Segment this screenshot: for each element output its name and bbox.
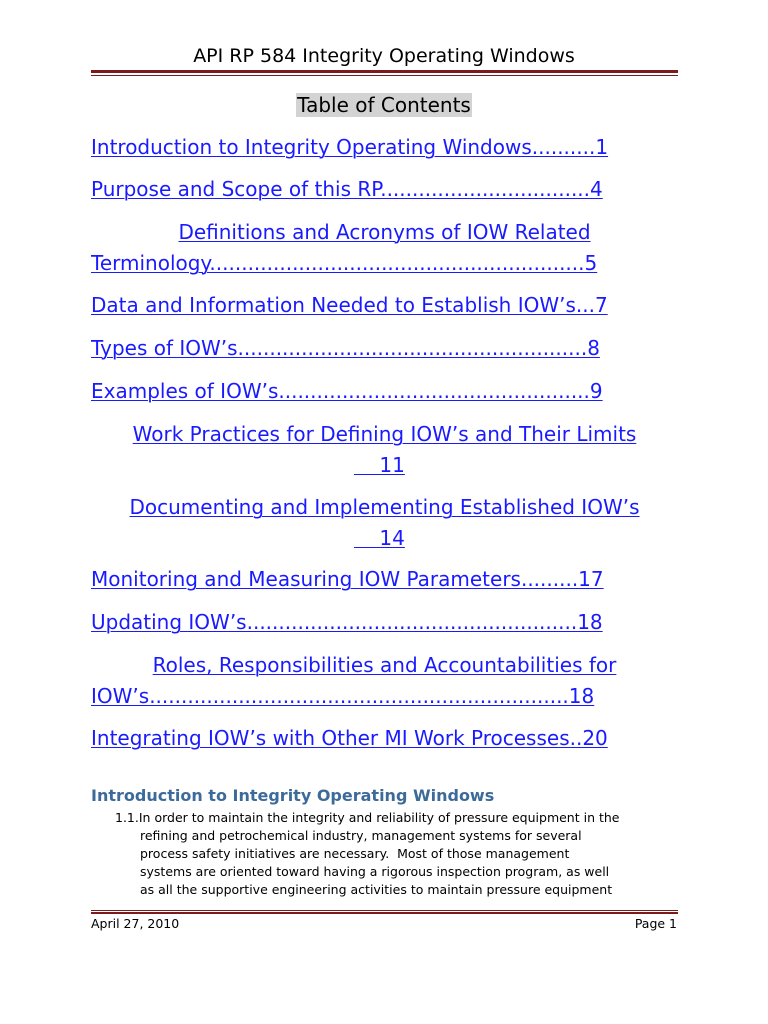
- toc-heading: [0, 92, 768, 118]
- toc-link-documenting[interactable]: [91, 492, 678, 554]
- toc-link-definitions-line1: Definitions and Acronyms of IOW Related: [178, 220, 591, 244]
- toc-link-definitions-line2: Terminology...........................................................5: [91, 251, 598, 275]
- paragraph-line: refining and petrochemical industry, management systems for several: [140, 828, 582, 843]
- toc-link-definitions[interactable]: [91, 217, 678, 279]
- toc-link-examples[interactable]: Examples of IOW’s.................................................9: [91, 379, 603, 403]
- toc-link-data-information[interactable]: Data and Information Needed to Establish IOW’s...7: [91, 293, 608, 317]
- toc-link-types[interactable]: Types of IOW’s.......................................................8: [91, 336, 600, 360]
- paragraph-line: as all the supportive engineering activities to maintain pressure equipment: [140, 882, 613, 897]
- paragraph-line: In order to maintain the integrity and reliability of pressure equipment in the: [138, 810, 620, 825]
- toc-link-integrating[interactable]: Integrating IOW’s with Other MI Work Processes..20: [91, 726, 608, 750]
- header-rule-thin: [91, 75, 678, 76]
- body-paragraph: [115, 809, 685, 899]
- footer-date: April 27, 2010: [91, 916, 180, 931]
- toc-link-documenting-line1: Documenting and Implementing Established IOW’s: [129, 495, 640, 519]
- toc-link-work-practices[interactable]: [91, 419, 678, 481]
- toc-link-introduction[interactable]: Introduction to Integrity Operating Windows..........1: [91, 135, 609, 159]
- toc-link-monitoring[interactable]: Monitoring and Measuring IOW Parameters.........17: [91, 567, 604, 591]
- toc-link-roles-line1: Roles, Responsibilities and Accountabilities for: [152, 653, 617, 677]
- toc-link-updating[interactable]: Updating IOW’s....................................................18: [91, 610, 603, 634]
- section-heading: Introduction to Integrity Operating Windows: [91, 786, 495, 805]
- paragraph-number: 1.1.: [115, 810, 139, 825]
- header-rule: [91, 70, 678, 73]
- footer-rule-thick: [91, 912, 678, 914]
- toc-link-work-practices-line1: Work Practices for Defining IOW’s and Their Limits: [132, 422, 637, 446]
- toc-link-roles[interactable]: [91, 650, 678, 712]
- page-header-title: API RP 584 Integrity Operating Windows: [193, 45, 575, 67]
- toc-link-roles-line2: IOW’s..................................................................18: [91, 684, 595, 708]
- toc-link-purpose-scope[interactable]: Purpose and Scope of this RP.................................4: [91, 177, 603, 201]
- toc-link-work-practices-page: 11: [354, 453, 405, 477]
- paragraph-line: systems are oriented toward having a rigorous inspection program, as well: [140, 864, 610, 879]
- footer-page-number: Page 1: [634, 916, 677, 931]
- toc-heading-text: Table of Contents: [297, 93, 471, 117]
- paragraph-first-line: [115, 809, 685, 827]
- toc-link-documenting-page: 14: [354, 526, 405, 550]
- footer-rule: [91, 910, 678, 911]
- paragraph-line: process safety initiatives are necessary. Most of those management: [140, 846, 570, 861]
